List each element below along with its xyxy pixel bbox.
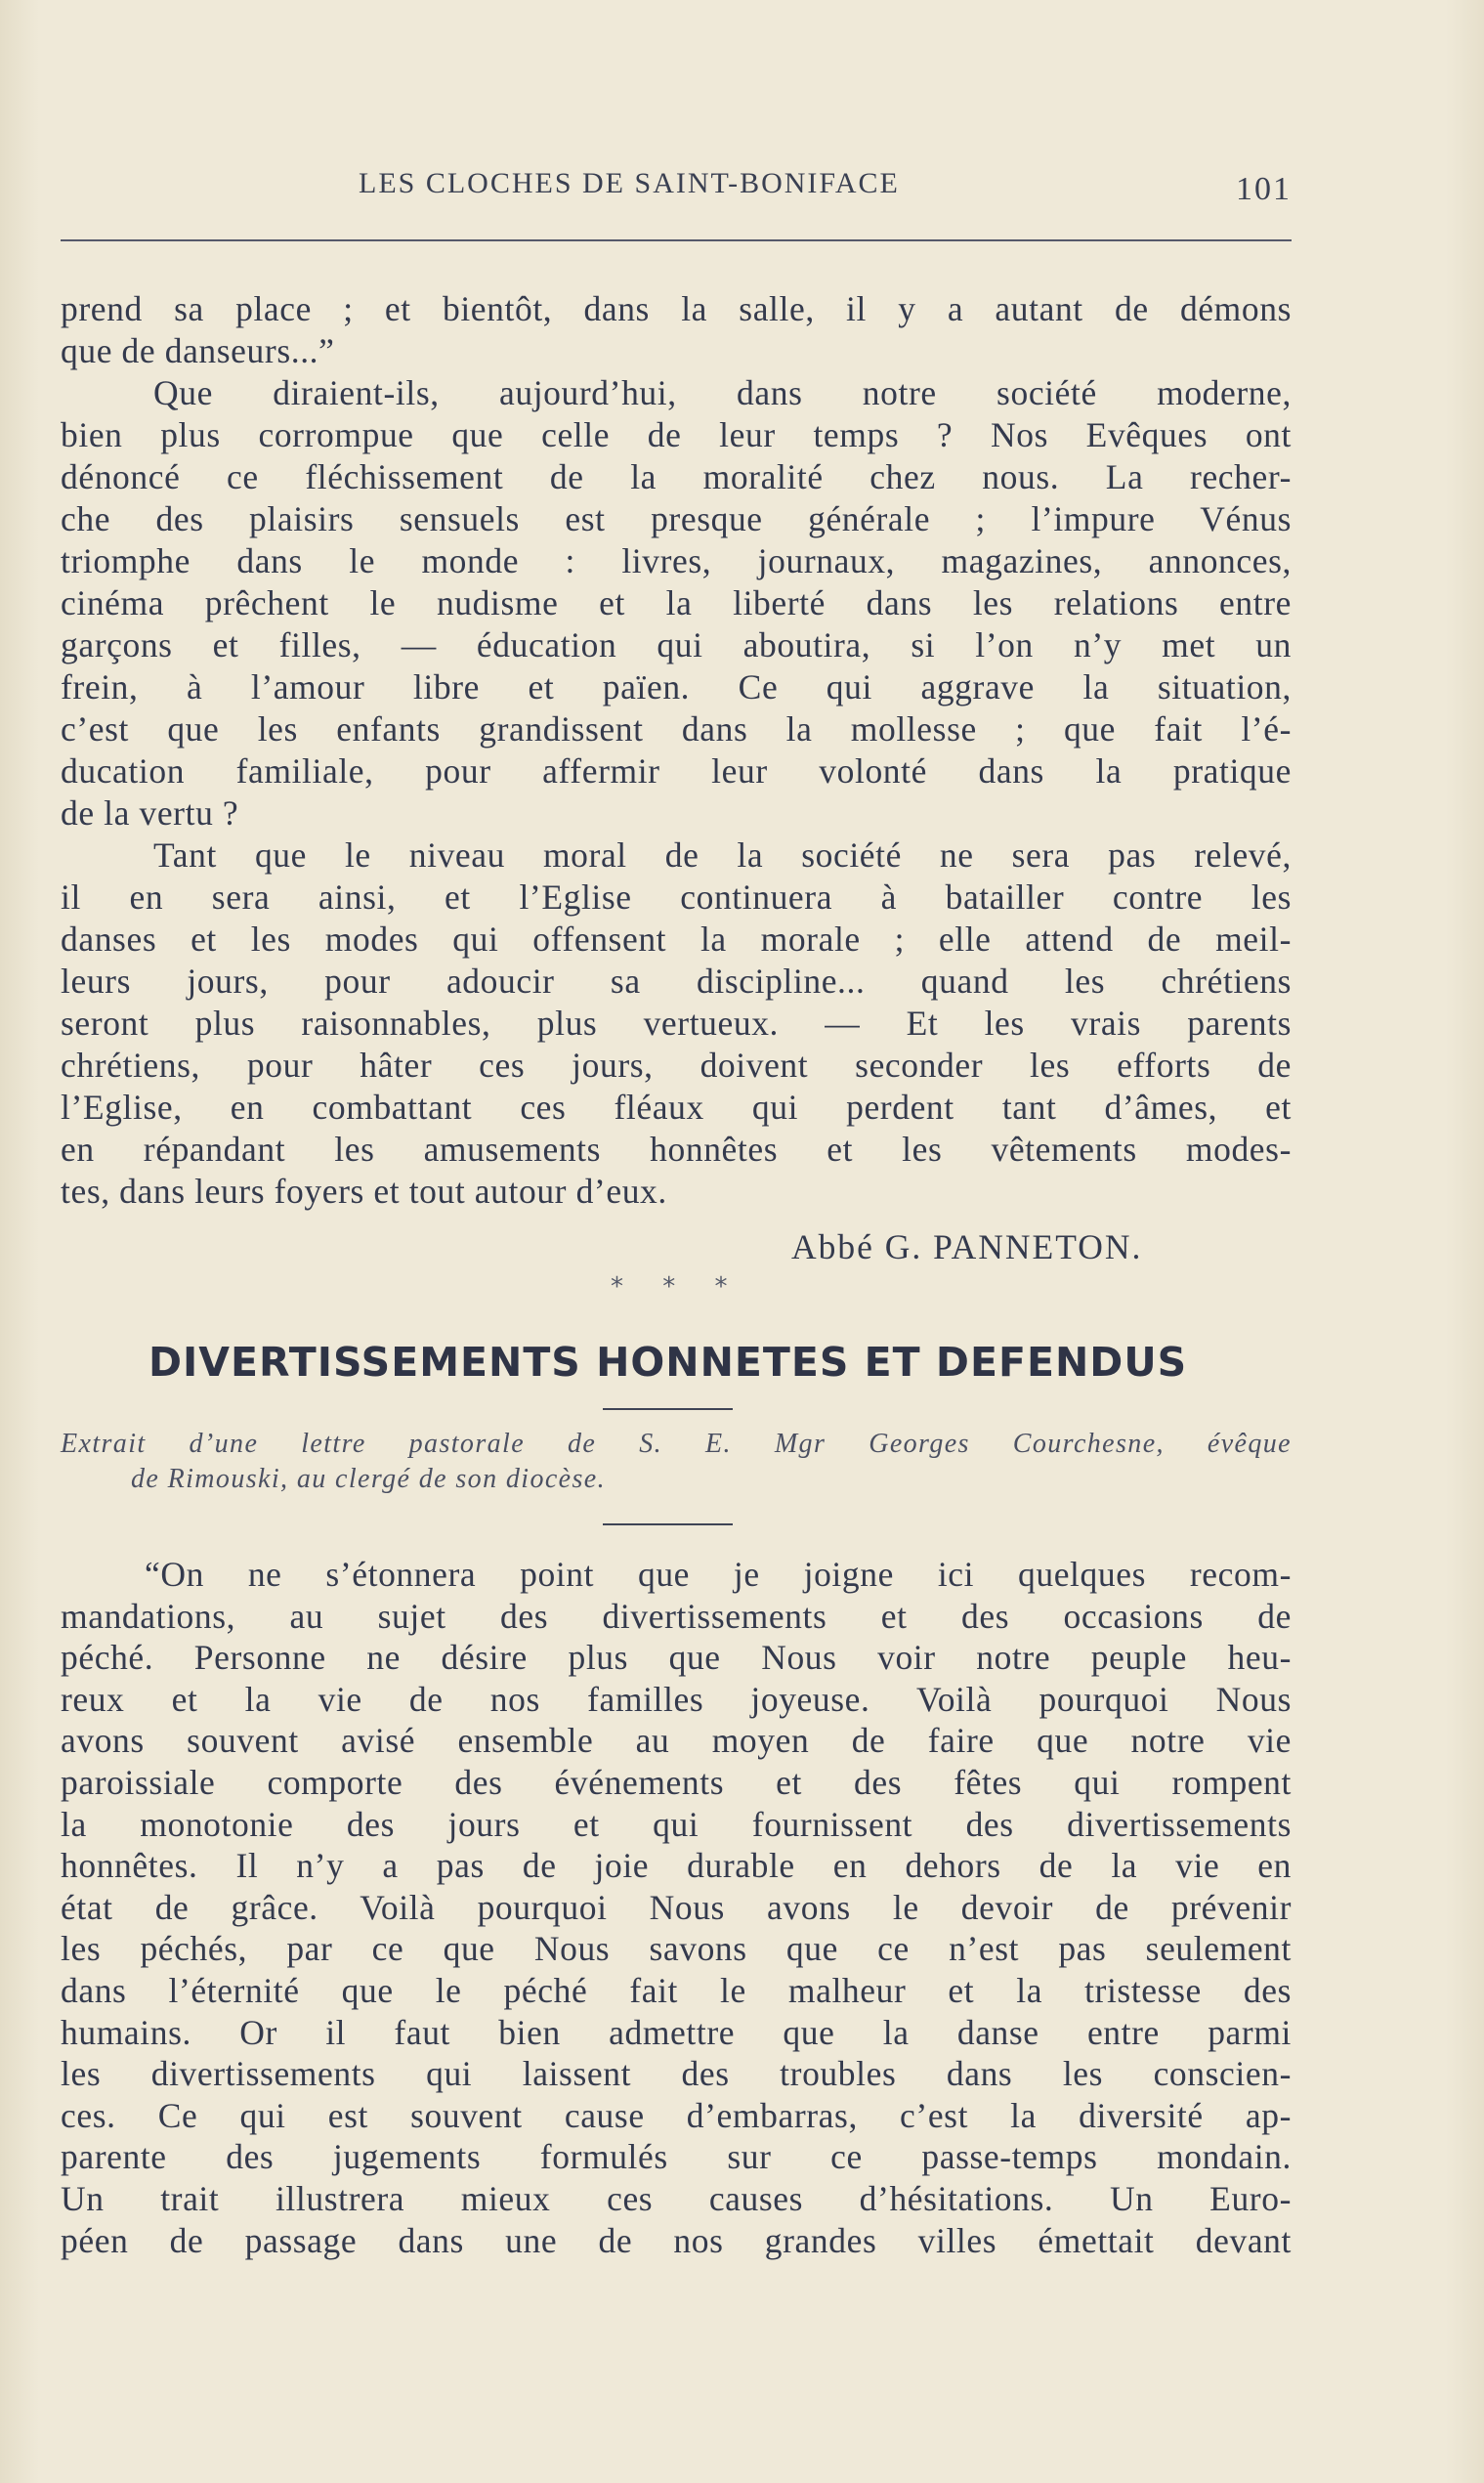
text-line: Tant que le niveau moral de la société ne sera pas relevé, xyxy=(153,835,1292,875)
pastoral-letter-text xyxy=(61,1554,1292,2261)
text-line: humains. Or il faut bien admettre que la danse entre parmi xyxy=(61,2012,1292,2052)
text-line: cinéma prêchent le nudisme et la liberté dans les relations entre xyxy=(61,583,1292,622)
text-line: il en sera ainsi, et l’Eglise continuera à batailler contre les xyxy=(61,878,1292,917)
text-line: bien plus corrompue que celle de leur temps ? Nos Evêques ont xyxy=(61,415,1292,454)
text-line: en répandant les amusements honnêtes et les vêtements modes- xyxy=(61,1130,1292,1169)
text-line: les péchés, par ce que Nous savons que ce n’est pas seulement xyxy=(61,1929,1292,1969)
text-line: mandations, au sujet des divertissements et des occasions de xyxy=(61,1596,1292,1636)
text-line: Un trait illustrera mieux ces causes d’hésitations. Un Euro- xyxy=(61,2178,1292,2218)
text-line: reux et la vie de nos familles joyeuse. Voilà pourquoi Nous xyxy=(61,1679,1292,1719)
text-line: ces. Ce qui est souvent cause d’embarras, c’est la diversité ap- xyxy=(61,2095,1292,2135)
text-line: paroissiale comporte des événements et des fêtes qui rompent xyxy=(61,1762,1292,1802)
text-line: garçons et filles, — éducation qui aboutira, si l’on n’y met un xyxy=(61,625,1292,664)
text-line: les divertissements qui laissent des troubles dans les conscien- xyxy=(61,2054,1292,2094)
text-line: parente des jugements formulés sur ce passe-temps mondain. xyxy=(61,2137,1292,2177)
article-continuation xyxy=(61,288,1292,1213)
text-line: de Rimouski, au clergé de son diocèse. xyxy=(131,1464,607,1494)
text-line: Extrait d’une lettre pastorale de S. E. Mgr Georges Courchesne, évêque xyxy=(61,1429,1292,1459)
text-line: péen de passage dans une de nos grandes villes émettait devant xyxy=(61,2220,1292,2260)
text-line: triomphe dans le monde : livres, journaux, magazines, annonces, xyxy=(61,541,1292,580)
title-rule xyxy=(603,1408,733,1410)
text-line: che des plaisirs sensuels est presque générale ; l’impure Vénus xyxy=(61,499,1292,538)
text-line: de la vertu ? xyxy=(61,793,239,833)
text-line: c’est que les enfants grandissent dans la mollesse ; que fait l’é- xyxy=(61,709,1292,749)
text-line: dénoncé ce fléchissement de la moralité chez nous. La recher- xyxy=(61,457,1292,496)
author-signature: Abbé G. PANNETON. xyxy=(791,1227,1143,1266)
text-line: seront plus raisonnables, plus vertueux. — Et les vrais parents xyxy=(61,1004,1292,1043)
extract-rule xyxy=(603,1523,733,1525)
text-line: prend sa place ; et bientôt, dans la salle, il y a autant de démons xyxy=(61,289,1292,328)
running-title: LES CLOCHES DE SAINT-BONIFACE xyxy=(359,167,900,199)
section-title: DIVERTISSEMENTS HONNETES ET DEFENDUS xyxy=(148,1339,1188,1386)
extract-note xyxy=(61,1427,1292,1497)
text-line: l’Eglise, en combattant ces fléaux qui perdent tant d’âmes, et xyxy=(61,1088,1292,1127)
text-line: frein, à l’amour libre et païen. Ce qui aggrave la situation, xyxy=(61,667,1292,706)
page-header xyxy=(61,161,1292,210)
text-line: leurs jours, pour adoucir sa discipline... quand les chrétiens xyxy=(61,962,1292,1001)
section-separator: * * * xyxy=(611,1272,743,1302)
header-rule xyxy=(61,239,1292,241)
text-line: tes, dans leurs foyers et tout autour d’eux. xyxy=(61,1172,667,1211)
text-line: chrétiens, pour hâter ces jours, doivent seconder les efforts de xyxy=(61,1046,1292,1085)
page-number: 101 xyxy=(1236,171,1292,207)
text-line: état de grâce. Voilà pourquoi Nous avons le devoir de prévenir xyxy=(61,1887,1292,1927)
text-line: “On ne s’étonnera point que je joigne ici quelques recom- xyxy=(145,1555,1292,1594)
text-line: que de danseurs...” xyxy=(61,331,335,370)
text-line: dans l’éternité que le péché fait le malheur et la tristesse des xyxy=(61,1970,1292,2010)
text-line: la monotonie des jours et qui fournissent des divertissements xyxy=(61,1804,1292,1844)
text-line: Que diraient-ils, aujourd’hui, dans notre société moderne, xyxy=(153,373,1292,412)
text-line: avons souvent avisé ensemble au moyen de faire que notre vie xyxy=(61,1721,1292,1761)
text-line: danses et les modes qui offensent la morale ; elle attend de meil- xyxy=(61,920,1292,959)
text-line: péché. Personne ne désire plus que Nous voir notre peuple heu- xyxy=(61,1638,1292,1678)
text-line: honnêtes. Il n’y a pas de joie durable en dehors de la vie en xyxy=(61,1846,1292,1886)
text-line: ducation familiale, pour affermir leur volonté dans la pratique xyxy=(61,751,1292,791)
